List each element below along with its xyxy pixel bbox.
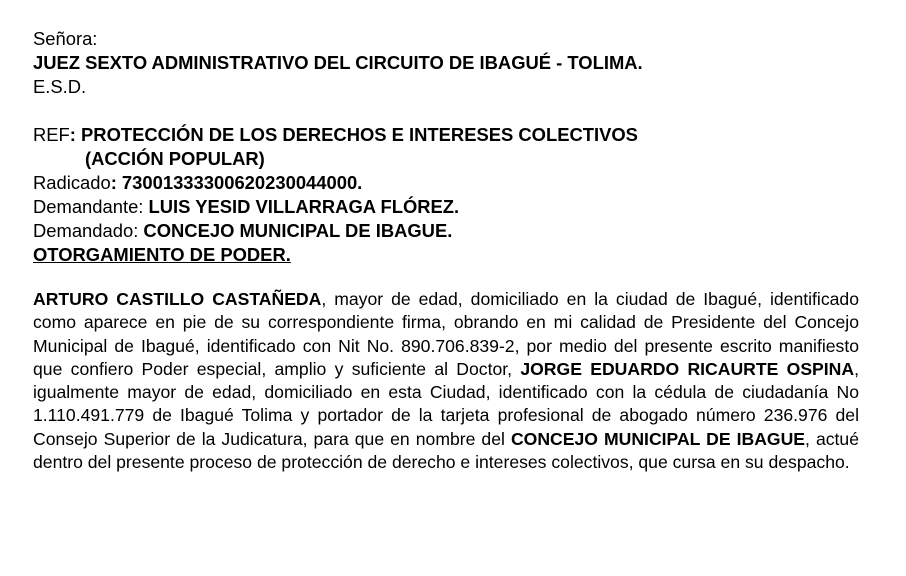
ref-value-continuation: (ACCIÓN POPULAR) xyxy=(85,148,265,169)
ref-value: : PROTECCIÓN DE LOS DERECHOS E INTERESES COLECTIVOS xyxy=(69,124,638,145)
demandado-value: CONCEJO MUNICIPAL DE IBAGUE. xyxy=(143,220,453,241)
demandante-value: LUIS YESID VILLARRAGA FLÓREZ. xyxy=(148,196,460,217)
body-text-2: , igualmente mayor de edad, domiciliado en esta Ciudad, identificado con la cédula de ciudadanía No 1.110.491.779 de Ibagué Tolima y portador de la tarjeta profesional de abogado número 236.976 del Consejo Superior de la Judicatura, para que en nombre del xyxy=(33,358,859,449)
document-page xyxy=(33,27,863,474)
esd-line: E.S.D. xyxy=(33,76,87,97)
radicado-label: Radicado xyxy=(33,172,111,193)
entity-name: CONCEJO MUNICIPAL DE IBAGUE xyxy=(510,428,806,449)
subject-line: OTORGAMIENTO DE PODER. xyxy=(33,244,291,265)
demandante-label: Demandante: xyxy=(33,196,149,217)
body-text-1: , mayor de edad, domiciliado en la ciudad de Ibagué, identificado como aparece en pie de su correspondiente firma, obrando en mi calidad de Presidente del Concejo Municipal de Ibagué, identificado con Nit No. 890.706.839-2, por medio del presente escrito manifiesto que confiero Poder especial, amplio y suficiente al Doctor, xyxy=(33,289,859,379)
radicado-value: : 73001333300620230044000. xyxy=(110,172,363,193)
body-text-3: , actué dentro del presente proceso de protección de derecho e intereses colectivos, que cursa en su despacho. xyxy=(33,428,859,473)
demandado-label: Demandado: xyxy=(33,220,144,241)
attorney-name: JORGE EDUARDO RICAURTE OSPINA xyxy=(520,358,855,379)
ref-label: REF xyxy=(33,124,70,145)
demandado-line xyxy=(33,219,863,243)
addressee: JUEZ SEXTO ADMINISTRATIVO DEL CIRCUITO DE IBAGUÉ - TOLIMA. xyxy=(33,52,643,73)
spacer xyxy=(33,99,863,123)
ref-line xyxy=(33,123,863,147)
demandante-line xyxy=(33,195,863,219)
spacer xyxy=(33,267,863,288)
radicado-line xyxy=(33,171,863,195)
salutation: Señora: xyxy=(33,28,98,49)
body-paragraph xyxy=(33,288,859,474)
grantor-name: ARTURO CASTILLO CASTAÑEDA xyxy=(33,289,322,309)
